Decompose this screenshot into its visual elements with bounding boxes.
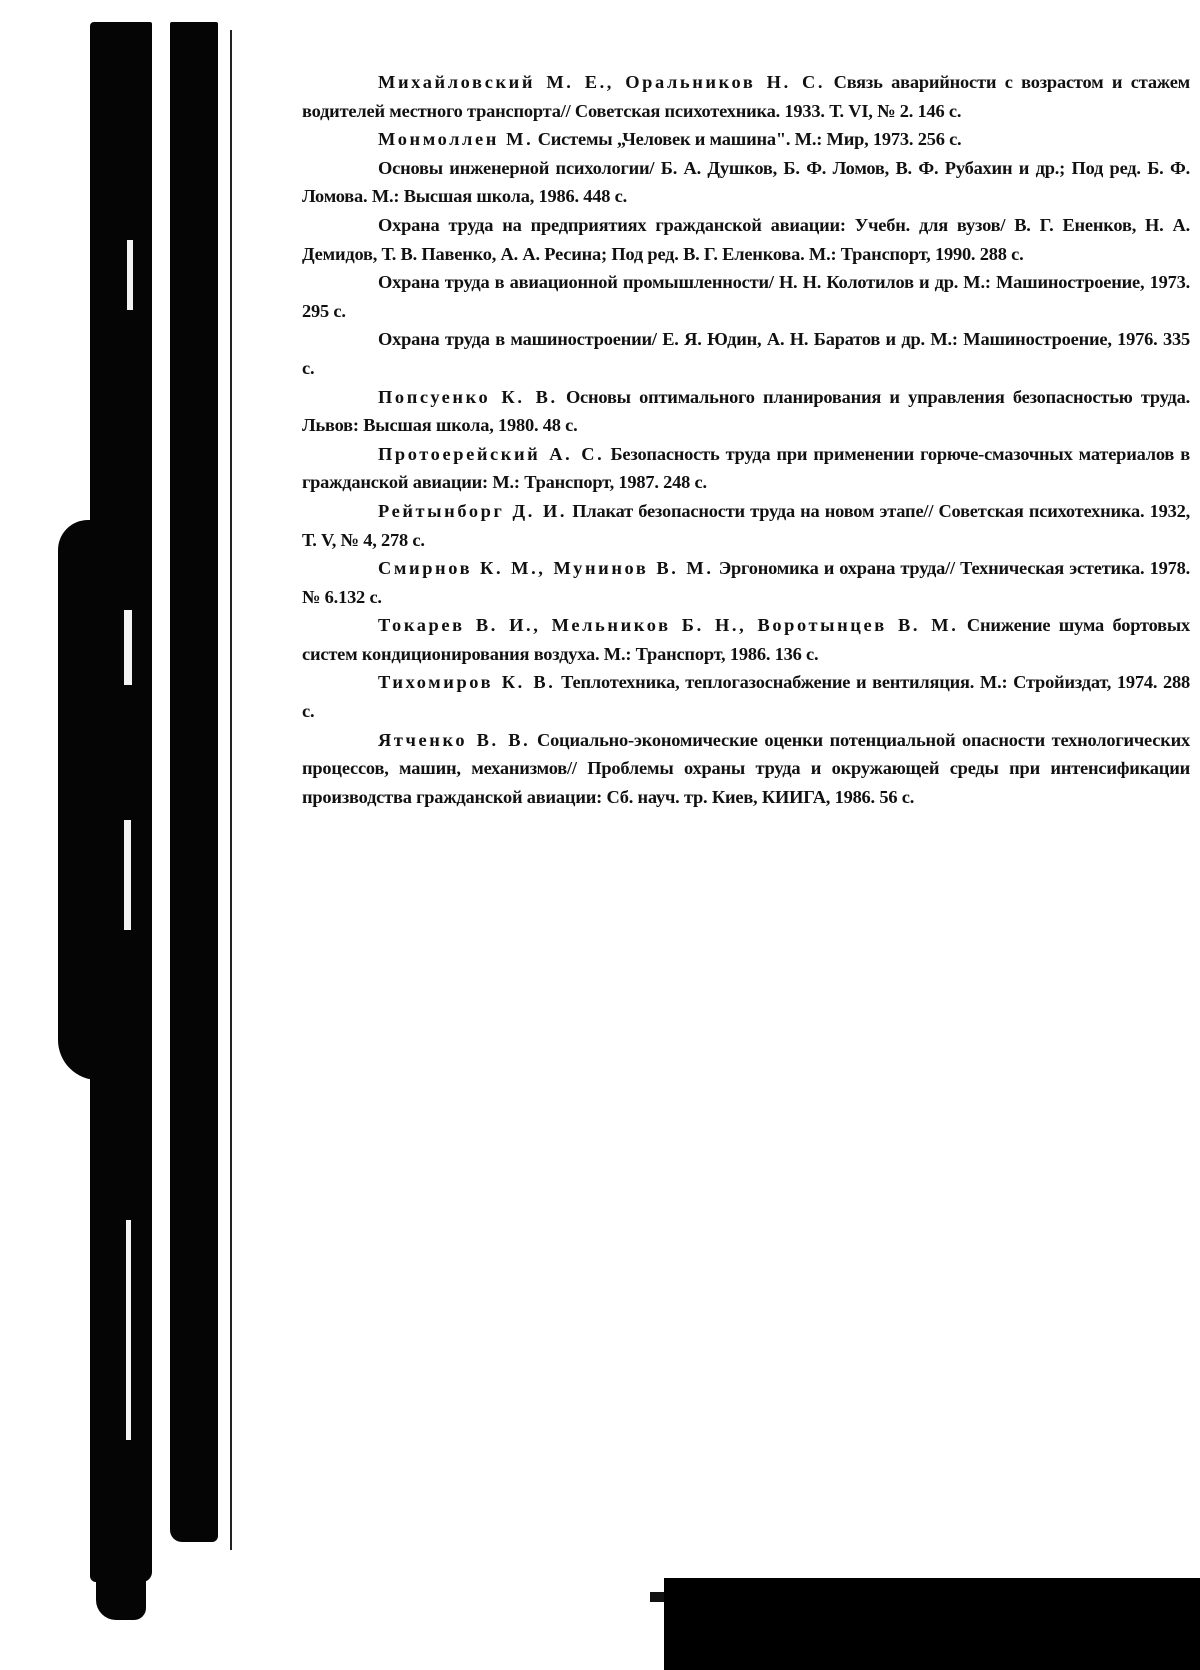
reference-text: Основы инженерной психологии/ Б. А. Душков, Б. Ф. Ломов, В. Ф. Рубахин и др.; Под ред. Б. Ф. Ломова. М.: Высшая школа, 1986. 448 с.: [302, 157, 1190, 207]
reference-item: [302, 325, 1190, 382]
reference-item: [302, 154, 1190, 211]
scan-fleck: [650, 1592, 664, 1602]
reference-author: Тихомиров К. В.: [378, 672, 556, 693]
reference-author: Протоерейский А. С.: [378, 443, 605, 464]
scan-shadow-bar: [90, 22, 152, 1582]
reference-author: Михайловский М. Е., Оральников Н. С.: [378, 72, 826, 92]
reference-text: Охрана труда на предприятиях гражданской авиации: Учебн. для вузов/ В. Г. Ененков, Н. А. Демидов, Т. В. Павенко, А. А. Ресина; Под ред. В. Г. Еленкова. М.: Транспорт, 1990. 288 с.: [302, 214, 1190, 264]
reference-text: Эргономика и охрана труда// Техническая эстетика. 1978. № 6.132 с.: [302, 558, 1190, 607]
reference-text: Снижение шума бортовых систем кондиционирования воздуха. М.: Транспорт, 1986. 136 с.: [302, 615, 1190, 664]
reference-author: Смирнов К. М., Мунинов В. М.: [378, 558, 714, 579]
reference-item: [302, 211, 1190, 268]
reference-text: Охрана труда в машиностроении/ Е. Я. Юдин, А. Н. Баратов и др. М.: Машиностроение, 1976. 335 с.: [302, 329, 1190, 378]
scan-corner-block: [664, 1578, 1200, 1670]
reference-item: [302, 383, 1190, 440]
reference-text: Основы оптимального планирования и управления безопасностью труда. Львов: Высшая школа, 1980. 48 с.: [302, 386, 1190, 436]
scan-shadow-bar-inner: [170, 22, 218, 1542]
reference-text: Охрана труда в авиационной промышленности/ Н. Н. Колотилов и др. М.: Машиностроение, 1973. 295 с.: [302, 272, 1190, 321]
reference-item: [302, 726, 1190, 812]
reference-text: Теплотехника, теплогазоснабжение и вентиляция. М.: Стройиздат, 1974. 288 с.: [302, 672, 1190, 722]
reference-text: Социально-экономические оценки потенциальной опасности технологических процессов, машин, механизмов// Проблемы охраны труда и окружающей среды при интенсификации производства гражданской авиации: Сб. науч. тр. Киев, КИИГА, 1986. 56 с.: [302, 729, 1190, 807]
scan-streak: [124, 610, 132, 685]
reference-text: Безопасность труда при применении горюче-смазочных материалов в гражданской авиации: М.: Транспорт, 1987. 248 с.: [302, 443, 1190, 493]
reference-author: Ятченко В. В.: [378, 729, 531, 750]
reference-author: Рейтынборг Д. И.: [378, 500, 568, 521]
reference-item: [302, 440, 1190, 497]
reference-author: Монмоллен М.: [378, 129, 534, 150]
scan-streak: [126, 1220, 131, 1440]
reference-item: [302, 125, 1190, 154]
reference-item: [302, 554, 1190, 611]
reference-list: [302, 68, 1190, 811]
reference-item: [302, 68, 1190, 125]
scan-streak: [124, 820, 131, 930]
scan-streak: [127, 240, 133, 310]
reference-author: Попсуенко К. В.: [378, 386, 558, 407]
scan-shadow-bar-tail: [96, 1560, 146, 1620]
reference-text: Системы „Человек и машина". М.: Мир, 1973. 256 с.: [537, 129, 962, 150]
reference-item: [302, 611, 1190, 668]
reference-text: Плакат безопасности труда на новом этапе// Советская психотехника. 1932, Т. V, № 4, 278 с.: [302, 500, 1190, 550]
reference-item: [302, 497, 1190, 554]
scan-gap: [156, 22, 162, 1562]
reference-item: [302, 268, 1190, 325]
reference-author: Токарев В. И., Мельников Б. Н., Воротынцев В. М.: [378, 615, 959, 636]
reference-item: [302, 668, 1190, 725]
reference-text: Связь аварийности с возрастом и стажем водителей местного транспорта// Советская психотехника. 1933. Т. VI, № 2. 146 с.: [302, 72, 1190, 121]
page-edge-line: [230, 30, 232, 1550]
